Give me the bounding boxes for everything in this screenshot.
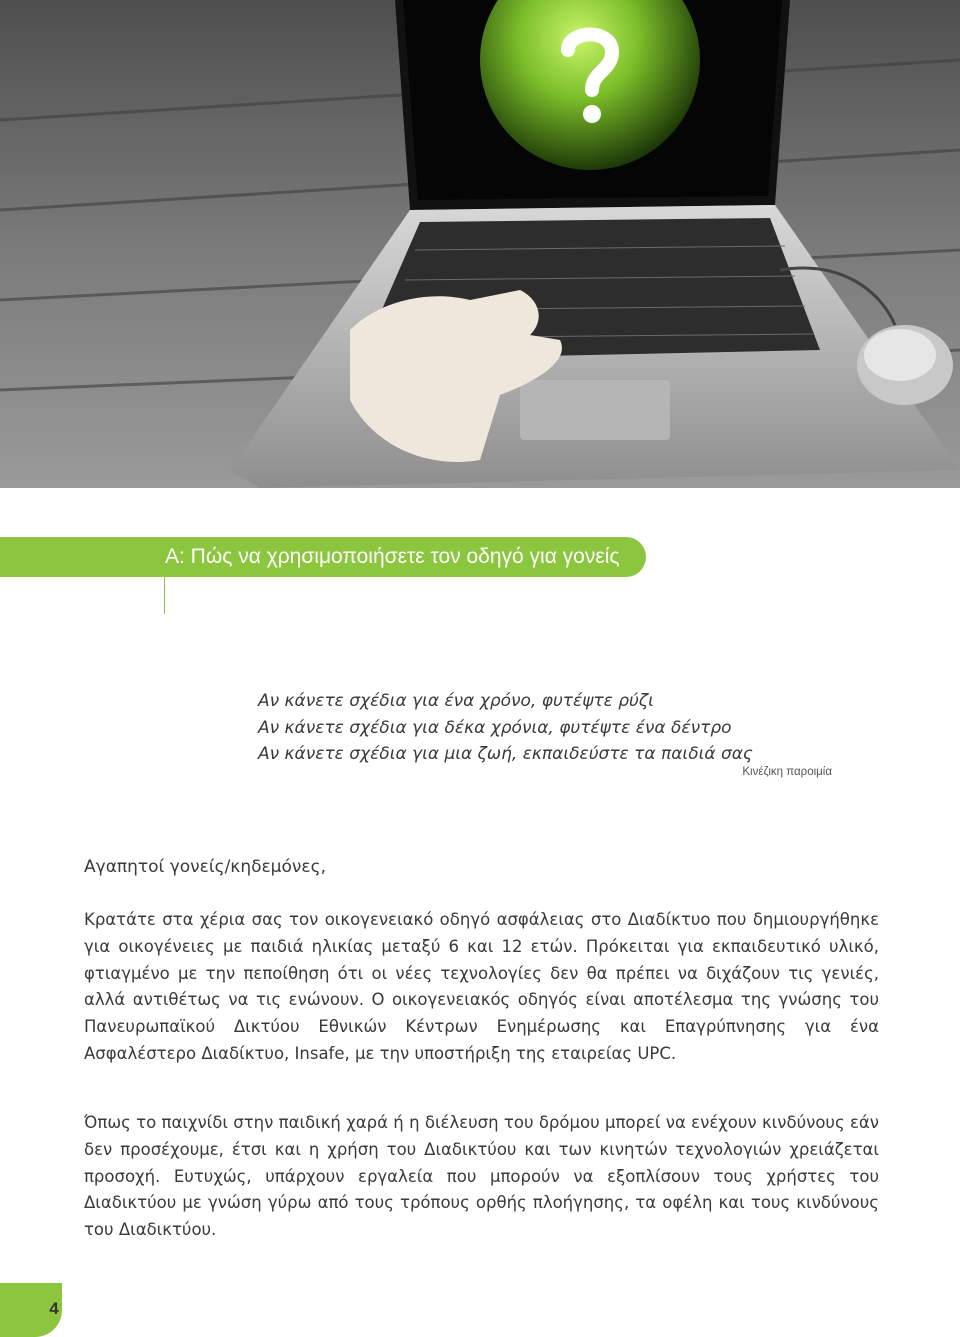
proverb-quote (258, 688, 753, 768)
page-number: 4 (49, 1299, 59, 1318)
proverb-line-2: Αν κάνετε σχέδια για δέκα χρόνια, φυτέψτε ένα δέντρο (258, 717, 732, 738)
body-paragraph-1: Κρατάτε στα χέρια σας τον οικογενειακό οδηγό ασφάλειας στο Διαδίκτυο που δημιουργήθηκε για οικογένειες με παιδιά ηλικίας μεταξύ 6 και 12 ετών. Πρόκειται για εκπαιδευτικό υλικό, φτιαγμένο με την πεποίθηση ότι οι νέες τεχνολογίες δεν θα πρέπει να διχάζουν τις γενιές, αλλά αντιθέτως να τις ενώνουν. Ο οικογενειακός οδηγός είναι αποτέλεσμα της γνώσης του Πανευρωπαϊκού Δικτύου Εθνικών Κέντρων Ενημέρωσης και Επαγρύπνησης για ένα Ασφαλέστερο Διαδίκτυο, Insafe, με την υποστήριξη της εταιρείας UPC. (84, 910, 879, 1063)
proverb-source: Κινέζικη παροιμία (742, 766, 832, 778)
header-photo-laptop (0, 0, 960, 488)
greeting: Αγαπητοί γονείς/κηδεμόνες, (84, 857, 326, 877)
proverb-line-3: Αν κάνετε σχέδια για μια ζωή, εκπαιδεύστε τα παιδιά σας (258, 744, 753, 764)
question-mark-icon (540, 20, 640, 130)
body-paragraph-2: Όπως το παιχνίδι στην παιδική χαρά ή η διέλευση του δρόμου μπορεί να ενέχουν κινδύνους εάν δεν προσέχουμε, έτσι και η χρήση του Διαδικτύου και των κινητών τεχνολογιών χρειάζεται προσοχή. Ευτυχώς, υπάρχουν εργαλεία που μπορούν να εξοπλίσουν τους χρήστες του Διαδικτύου με γνώση γύρω από τους τρόπους ορθής πλοήγησης, τα οφέλη και τους κινδύνους του Διαδικτύου. (84, 1113, 879, 1240)
proverb-line-1: Αν κάνετε σχέδια για ένα χρόνο, φυτέψτε ρύζι (258, 691, 654, 711)
section-title: A: Πώς να χρησιμοποιήσετε τον οδηγό για γονείς (165, 545, 620, 568)
section-divider (164, 577, 165, 614)
